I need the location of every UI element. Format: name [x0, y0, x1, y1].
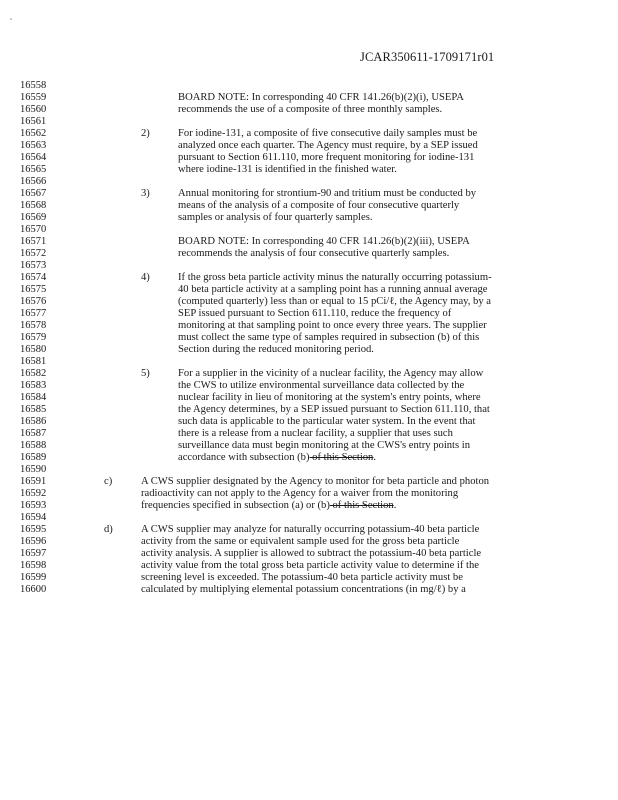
line-number: 16567 [20, 188, 47, 199]
paragraph-text: Section during the reduced monitoring period. [178, 344, 374, 355]
paragraph-text: Annual monitoring for strontium-90 and tritium must be conducted by [178, 188, 477, 199]
subsection-label: d) [104, 524, 113, 535]
paragraph-text: the Agency determines, by a SEP issued pursuant to Section 611.110, that [178, 404, 490, 415]
item-label: 5) [141, 368, 150, 379]
board-note-text: BOARD NOTE: In corresponding 40 CFR 141.26(b)(2)(i), USEPA [178, 92, 464, 103]
board-note-text: BOARD NOTE: In corresponding 40 CFR 141.26(b)(2)(iii), USEPA [178, 236, 470, 247]
board-note-text: recommends the analysis of four consecutive quarterly samples. [178, 248, 450, 259]
paragraph-text: analyzed once each quarter. The Agency must require, by a SEP issued [178, 140, 478, 151]
line-number: 16565 [20, 164, 47, 175]
line-number: 16568 [20, 200, 47, 211]
paragraph-text: there is a release from a nuclear facility, a supplier that uses such [178, 428, 453, 439]
paragraph-text: radioactivity can not apply to the Agency for a waiver from the monitoring [141, 488, 459, 499]
line-number: 16593 [20, 500, 47, 511]
line-number: 16585 [20, 404, 47, 415]
line-number: 16583 [20, 380, 47, 391]
line-number: 16579 [20, 332, 47, 343]
paragraph-text: For iodine-131, a composite of five consecutive daily samples must be [178, 128, 478, 139]
line-number: 16586 [20, 416, 47, 427]
paragraph-text: nuclear facility in lieu of monitoring at the system's entry points, where [178, 392, 481, 403]
paragraph-text: calculated by multiplying elemental potassium concentrations (in mg/ℓ) by a [141, 584, 466, 595]
line-number: 16573 [20, 260, 47, 271]
line-number: 16590 [20, 464, 47, 475]
line-number: 16561 [20, 116, 47, 127]
line-number: 16591 [20, 476, 47, 487]
paragraph-text: SEP issued pursuant to Section 611.110, reduce the frequency of [178, 308, 452, 319]
line-number: 16587 [20, 428, 47, 439]
line-number: 16558 [20, 80, 47, 91]
board-note-text: recommends the use of a composite of three monthly samples. [178, 104, 443, 115]
paragraph-text: the CWS to utilize environmental surveillance data collected by the [178, 380, 465, 391]
line-number: 16577 [20, 308, 47, 319]
paragraph-text: activity value from the total gross beta particle activity value to determine if the [141, 560, 479, 571]
line-number: 16562 [20, 128, 47, 139]
line-number: 16584 [20, 392, 47, 403]
item-label: 4) [141, 272, 150, 283]
paragraph-text: For a supplier in the vicinity of a nuclear facility, the Agency may allow [178, 368, 484, 379]
item-label: 3) [141, 188, 150, 199]
paragraph-text: where iodine-131 is identified in the finished water. [178, 164, 397, 175]
paragraph-text: surveillance data must begin monitoring at the CWS's entry points in [178, 440, 471, 451]
line-number: 16581 [20, 356, 47, 367]
text-segment: frequencies specified in subsection (a) or (b) [141, 500, 330, 511]
line-number: 16576 [20, 296, 47, 307]
line-number: 16582 [20, 368, 47, 379]
paragraph-text: monitoring at that sampling point to once every three years. The supplier [178, 320, 487, 331]
paragraph-text: pursuant to Section 611.110, more frequent monitoring for iodine-131 [178, 152, 475, 163]
paragraph-text: activity analysis. A supplier is allowed to subtract the potassium-40 beta particle [141, 548, 482, 559]
line-number: 16592 [20, 488, 47, 499]
subsection-label: c) [104, 476, 113, 487]
paragraph-text: (computed quarterly) less than or equal to 15 pCi/ℓ, the Agency may, by a [178, 296, 491, 307]
paragraph-text: samples or analysis of four quarterly samples. [178, 212, 373, 223]
line-number: 16569 [20, 212, 47, 223]
paragraph-text [141, 500, 396, 512]
line-number: 16560 [20, 104, 47, 115]
line-number: 16564 [20, 152, 47, 163]
paragraph-text: If the gross beta particle activity minus the naturally occurring potassium- [178, 272, 492, 283]
scan-speck [10, 18, 12, 20]
line-number: 16578 [20, 320, 47, 331]
paragraph-text: A CWS supplier may analyze for naturally occurring potassium-40 beta particle [141, 524, 480, 535]
line-number: 16575 [20, 284, 47, 295]
paragraph-text: must collect the same type of samples required in subsection (b) of this [178, 332, 480, 343]
line-number: 16580 [20, 344, 47, 355]
line-number: 16596 [20, 536, 47, 547]
line-number: 16570 [20, 224, 47, 235]
line-number: 16566 [20, 176, 47, 187]
line-number: 16600 [20, 584, 47, 595]
paragraph-text: such data is applicable to the particular water system. In the event that [178, 416, 476, 427]
paragraph-text: A CWS supplier designated by the Agency to monitor for beta particle and photon [141, 476, 490, 487]
line-number: 16597 [20, 548, 47, 559]
line-number: 16599 [20, 572, 47, 583]
line-number: 16594 [20, 512, 47, 523]
item-label: 2) [141, 128, 150, 139]
paragraph-text: 40 beta particle activity at a sampling point has a running annual average [178, 284, 488, 295]
line-number: 16563 [20, 140, 47, 151]
line-number: 16588 [20, 440, 47, 451]
line-number: 16571 [20, 236, 47, 247]
text-segment: . [393, 500, 397, 511]
paragraph-text: means of the analysis of a composite of four consecutive quarterly [178, 200, 460, 211]
line-number: 16595 [20, 524, 47, 535]
document-id: JCAR350611-1709171r01 [360, 50, 495, 64]
struck-text: of this Section [309, 452, 374, 463]
line-number: 16572 [20, 248, 47, 259]
paragraph-text: activity from the same or equivalent sample used for the gross beta particle [141, 536, 460, 547]
line-number: 16598 [20, 560, 47, 571]
line-number: 16589 [20, 452, 47, 463]
line-number: 16574 [20, 272, 47, 283]
line-number: 16559 [20, 92, 47, 103]
paragraph-text [178, 452, 376, 464]
paragraph-text: screening level is exceeded. The potassium-40 beta particle activity must be [141, 572, 463, 583]
struck-text: of this Section [329, 500, 394, 511]
text-segment: accordance with subsection (b) [178, 452, 310, 463]
text-segment: . [373, 452, 377, 463]
